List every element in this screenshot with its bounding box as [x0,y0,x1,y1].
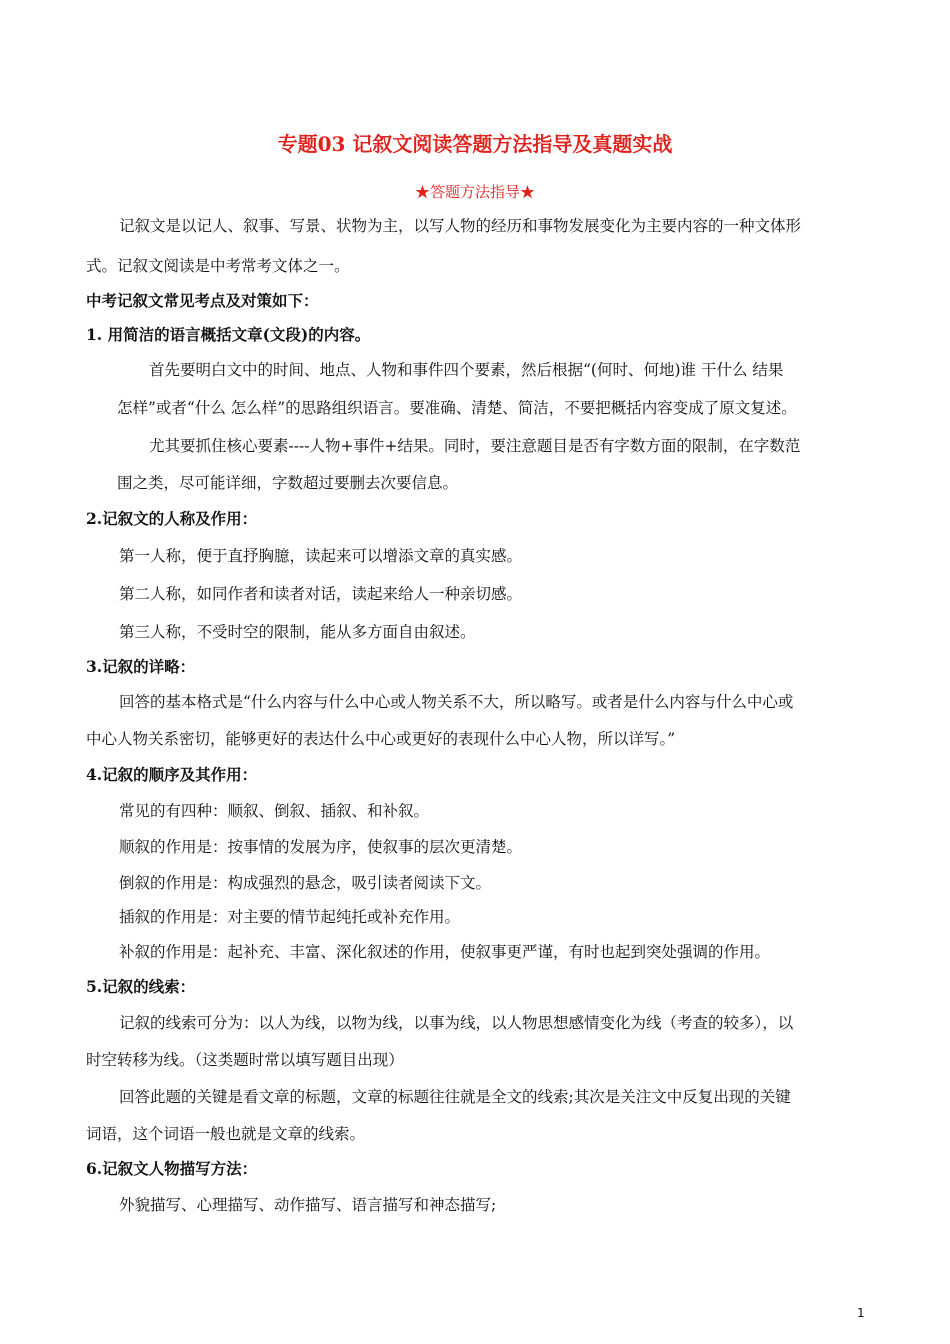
section-5-line: 记叙的线索可分为：以人为线，以物为线，以事为线，以人物思想感情变化为线（考查的较多），以 [119,1014,794,1032]
section-1-line: 怎样”或者“什么 怎么样”的思路组织语言。要准确、清楚、简洁，不要把概括内容变成了原文复述。 [117,399,797,417]
overview-heading: 中考记叙文常见考点及对策如下： [86,291,319,310]
intro-line: 式。记叙文阅读是中考常考文体之一。 [86,257,350,275]
section-3-line: 回答的基本格式是“什么内容与什么中心或人物关系不大，所以略写。或者是什么内容与什么中心或 [119,693,794,711]
section-1-heading: 1. 用简洁的语言概括文章(文段)的内容。 [86,325,371,344]
section-3-line: 中心人物关系密切，能够更好的表达什么中心或更好的表现什么中心人物，所以详写。” [86,730,676,748]
section-6-line: 外貌描写、心理描写、动作描写、语言描写和神态描写; [119,1196,497,1214]
section-1-line: 尤其要抓住核心要素----人物+事件+结果。同时，要注意题目是否有字数方面的限制，在字数范 [149,437,801,455]
page-title: 专题03 记叙文阅读答题方法指导及真题实战 [277,132,673,156]
section-1-line: 首先要明白文中的时间、地点、人物和事件四个要素，然后根据“(何时、何地)谁 干什么 结果 [149,361,784,379]
intro-line: 记叙文是以记人、叙事、写景、状物为主，以写人物的经历和事物发展变化为主要内容的一种文体形 [119,217,802,235]
section-4-line: 常见的有四种：顺叙、倒叙、插叙、和补叙。 [119,802,430,820]
section-2-line: 第二人称，如同作者和读者对话，读起来给人一种亲切感。 [119,585,523,603]
section-4-heading: 4.记叙的顺序及其作用： [86,765,258,784]
section-4-line: 插叙的作用是：对主要的情节起纯托或补充作用。 [119,908,461,926]
section-subtitle: ★答题方法指导★ [414,183,535,201]
section-4-line: 倒叙的作用是：构成强烈的悬念，吸引读者阅读下文。 [119,874,492,892]
section-5-heading: 5.记叙的线索： [86,977,196,996]
section-3-heading: 3.记叙的详略： [86,657,196,676]
section-2-heading: 2.记叙文的人称及作用： [86,509,258,528]
section-2-line: 第一人称，便于直抒胸臆，读起来可以增添文章的真实感。 [119,547,523,565]
section-5-line: 回答此题的关键是看文章的标题，文章的标题往往就是全文的线索;其次是关注文中反复出现的关键 [119,1088,791,1106]
section-5-line: 时空转移为线。（这类题时常以填写题目出现） [86,1051,404,1069]
page-number: 1 [857,1306,865,1320]
section-4-line: 补叙的作用是：起补充、丰富、深化叙述的作用，使叙事更严谨，有时也起到突处强调的作用。 [119,943,771,961]
section-6-heading: 6.记叙文人物描写方法： [86,1159,258,1178]
section-2-line: 第三人称，不受时空的限制，能从多方面自由叙述。 [119,623,476,641]
section-5-line: 词语，这个词语一般也就是文章的线索。 [86,1125,366,1143]
section-4-line: 顺叙的作用是：按事情的发展为序，使叙事的层次更清楚。 [119,838,523,856]
section-1-line: 围之类，尽可能详细，字数超过要删去次要信息。 [117,474,459,492]
